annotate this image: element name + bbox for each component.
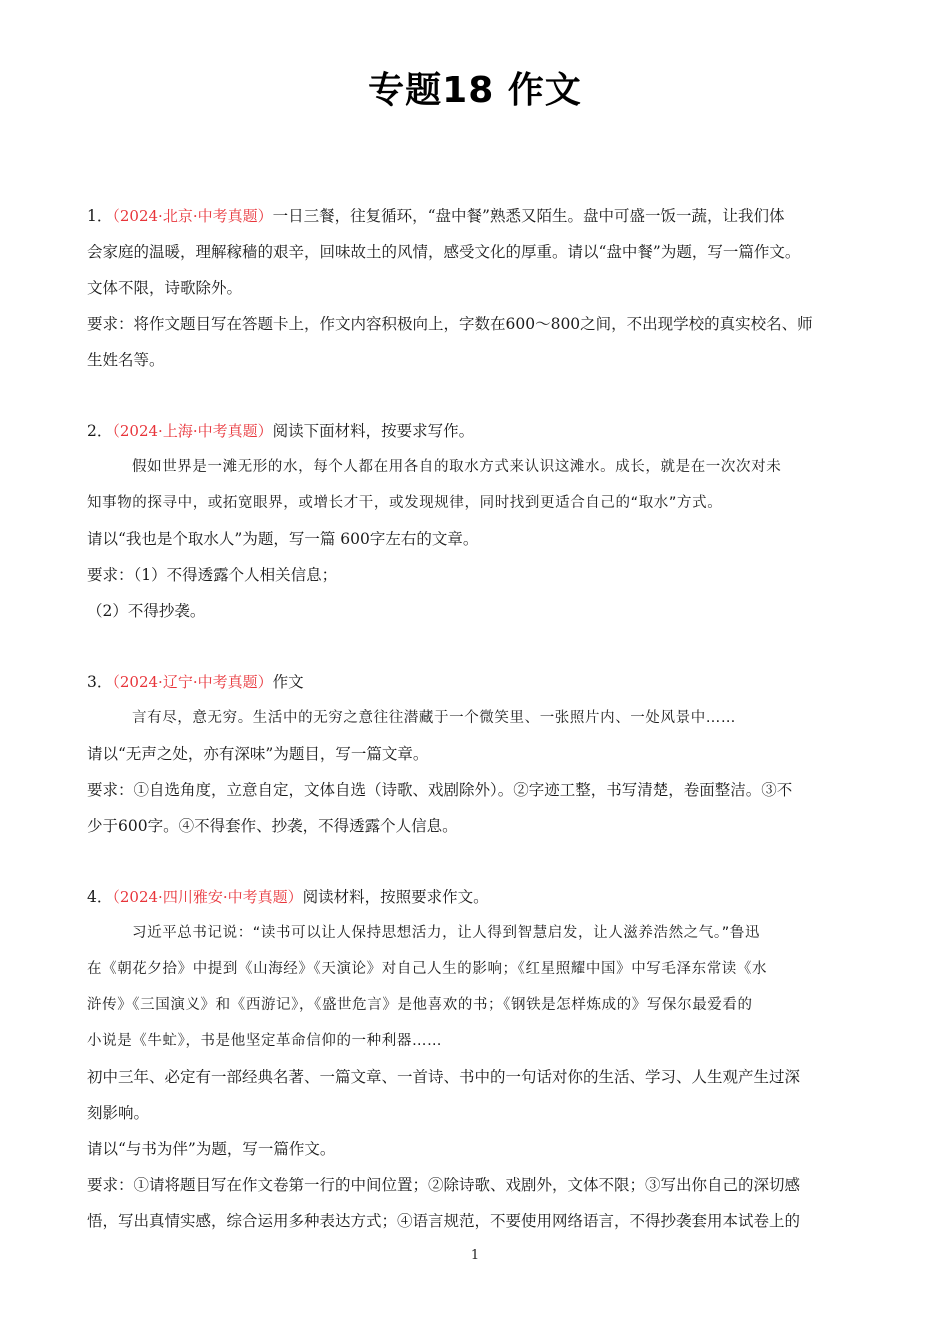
question-source: （2024·上海·中考真题）	[112, 422, 273, 440]
requirement-text: （2）不得抄袭。	[87, 602, 206, 620]
page-title: 专题18 作文	[368, 70, 582, 111]
question-4	[87, 879, 867, 1239]
question-text: 阅读下面材料，按要求写作。	[272, 422, 475, 440]
prompt-text: 请以“与书为伴”为题，写一篇作文。	[87, 1140, 336, 1158]
question-2	[87, 413, 867, 629]
spacer	[87, 378, 867, 413]
question-1-line-1	[87, 198, 867, 234]
document-body	[87, 198, 867, 1239]
material-text: 习近平总书记说：“读书可以让人保持思想活力，让人得到智慧启发，让人滋养浩然之气。”鲁迅	[132, 925, 761, 941]
question-3	[87, 664, 867, 844]
question-source: （2024·四川雅安·中考真题）	[112, 888, 303, 906]
material-text: 在《朝花夕拾》中提到《山海经》《天演论》对自己人生的影响；《红星照耀中国》中写毛泽东常读《水	[87, 961, 768, 977]
material-text: 假如世界是一滩无形的水，每个人都在用各自的取水方式来认识这滩水。成长，就是在一次次对未	[132, 459, 782, 475]
material-text: 小说是《牛虻》，书是他坚定革命信仰的一种利器……	[87, 1033, 443, 1049]
question-4-line-1	[87, 879, 867, 915]
question-text: 一日三餐，往复循环，“盘中餐”熟悉又陌生。盘中可盛一饭一蔬，让我们体	[272, 207, 785, 225]
prompt-text: 刻影响。	[87, 1104, 150, 1122]
prompt-text: 初中三年、必定有一部经典名著、一篇文章、一首诗、书中的一句话对你的生活、学习、人生观产生过深	[87, 1068, 801, 1086]
spacer	[87, 629, 867, 664]
question-2-line-1	[87, 413, 867, 449]
requirement-text: 少于600字。④不得套作、抄袭，不得透露个人信息。	[87, 817, 458, 835]
requirement-text: 要求：①自选角度，立意自定，文体自选（诗歌、戏剧除外）。②字迹工整，书写清楚，卷面整洁。③不	[87, 781, 793, 799]
requirement-text: 要求：①请将题目写在作文卷第一行的中间位置；②除诗歌、戏剧外，文体不限；③写出你自己的深切感	[87, 1176, 801, 1194]
question-3-line-1	[87, 664, 867, 700]
requirement-text: 要求：将作文题目写在答题卡上，作文内容积极向上，字数在600～800之间，不出现学校的真实校名、师	[87, 315, 813, 333]
requirement-text: 要求：（1）不得透露个人相关信息；	[87, 566, 338, 584]
question-source: （2024·辽宁·中考真题）	[112, 673, 273, 691]
question-text: 作文	[272, 673, 304, 691]
material-text: 知事物的探寻中，或拓宽眼界，或增长才干，或发现规律，同时找到更适合自己的“取水”方式。	[87, 495, 723, 511]
page-number: 1	[470, 1248, 480, 1263]
question-number: 1．	[87, 207, 113, 225]
question-source: （2024·北京·中考真题）	[112, 207, 273, 225]
question-text: 阅读材料，按照要求作文。	[302, 888, 489, 906]
question-text: 文体不限，诗歌除外。	[87, 279, 243, 297]
material-text: 浒传》《三国演义》和《西游记》，《盛世危言》是他喜欢的书；《钢铁是怎样炼成的》写保尔最爱看的	[87, 997, 753, 1013]
question-number: 4．	[87, 888, 113, 906]
question-number: 2．	[87, 422, 113, 440]
requirement-text: 悟，写出真情实感，综合运用多种表达方式；④语言规范，不要使用网络语言，不得抄袭套用本试卷上的	[87, 1212, 801, 1230]
prompt-text: 请以“无声之处，亦有深味”为题目，写一篇文章。	[87, 745, 429, 763]
question-text: 会家庭的温暖，理解稼穑的艰辛，回味故土的风情，感受文化的厚重。请以“盘中餐”为题，写一篇作文。	[87, 243, 801, 261]
question-number: 3．	[87, 673, 113, 691]
question-1	[87, 198, 867, 378]
spacer	[87, 844, 867, 879]
prompt-text: 请以“我也是个取水人”为题，写一篇 600字左右的文章。	[87, 530, 479, 548]
requirement-text: 生姓名等。	[87, 351, 165, 369]
material-text: 言有尽，意无穷。生活中的无穷之意往往潜藏于一个微笑里、一张照片内、一处风景中……	[132, 710, 736, 726]
